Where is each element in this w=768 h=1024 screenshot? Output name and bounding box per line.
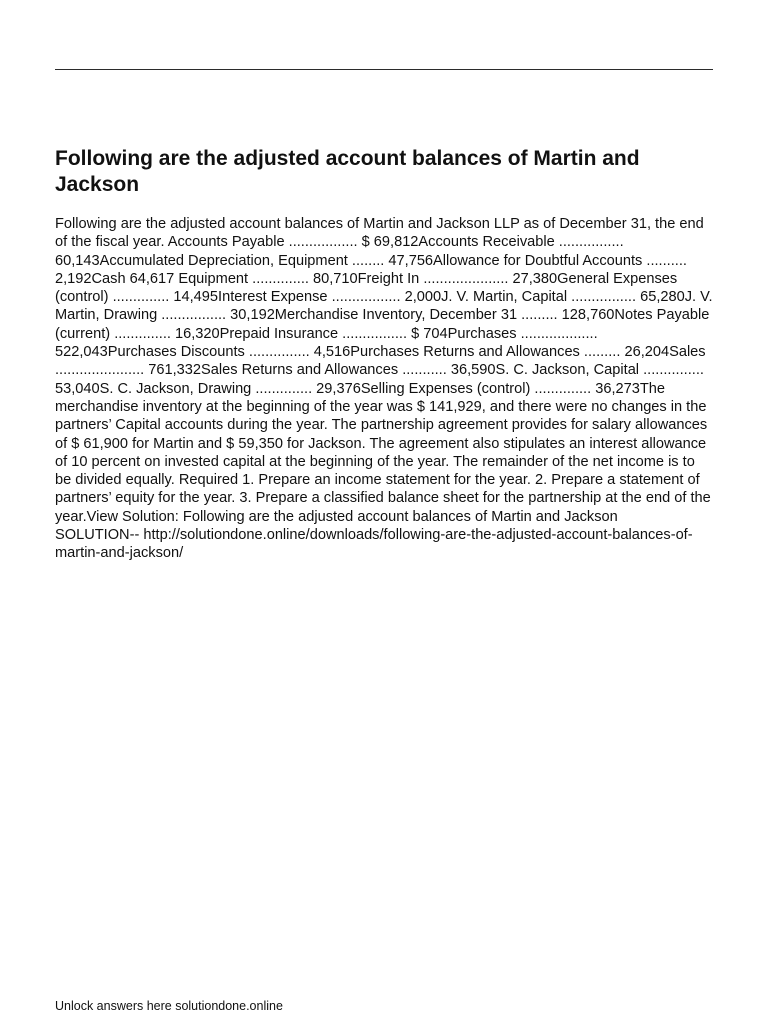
page-title: Following are the adjusted account balances of Martin and Jackson — [55, 147, 640, 196]
footer-text: Unlock answers here solutiondone.online — [55, 999, 283, 1013]
document-body — [55, 215, 715, 563]
problem-text: Following are the adjusted account balances of Martin and Jackson LLP as of December 31, the end of the fiscal year. Accounts Payable ................. $ 69,812Accounts Receivable ................ 60,143Accumulated Depreciation, Equipment ........ 47,756Allowance for Doubtful Accounts .......... 2,192Cash 64,617 Equipment .............. 80,710Freight In ..................... 27,380General Expenses (control) .............. 14,495Interest Expense ................. 2,000J. V. Martin, Capital ................ 65,280J. V. Martin, Drawing ................ 30,192Merchandise Inventory, December 31 ......... 128,760Notes Payable (current) .............. 16,320Prepaid Insurance ................ $ 704Purchases ................... 522,043Purchases Discounts ............... 4,516Purchases Returns and Allowances ......... 26,204Sales ...................... 761,332Sales Returns and Allowances ........... 36,590S. C. Jackson, Capital ............... 53,040S. C. Jackson, Drawing .............. 29,376Selling Expenses (control) .............. 36,273The merchandise inventory at the beginning of the year was $ 141,929, and there were no changes in the partners’ Capital accounts during the year. The partnership agreement provides for salary allowances of $ 61,900 for Martin and $ 59,350 for Jackson. The agreement also stipulates an interest allowance of 10 percent on invested capital at the beginning of the year. The remainder of the net income is to be divided equally. Required 1. Prepare an income statement for the year. 2. Prepare a statement of partners’ equity for the year. 3. Prepare a classified balance sheet for the partnership at the end of the year.View Solution: Following are the adjusted account balances of Martin and Jackson — [55, 216, 713, 525]
header-divider — [55, 69, 713, 70]
solution-link[interactable]: SOLUTION-- http://solutiondone.online/downloads/following-are-the-adjusted-account-balances-of-martin-and-jackson/ — [55, 527, 693, 562]
